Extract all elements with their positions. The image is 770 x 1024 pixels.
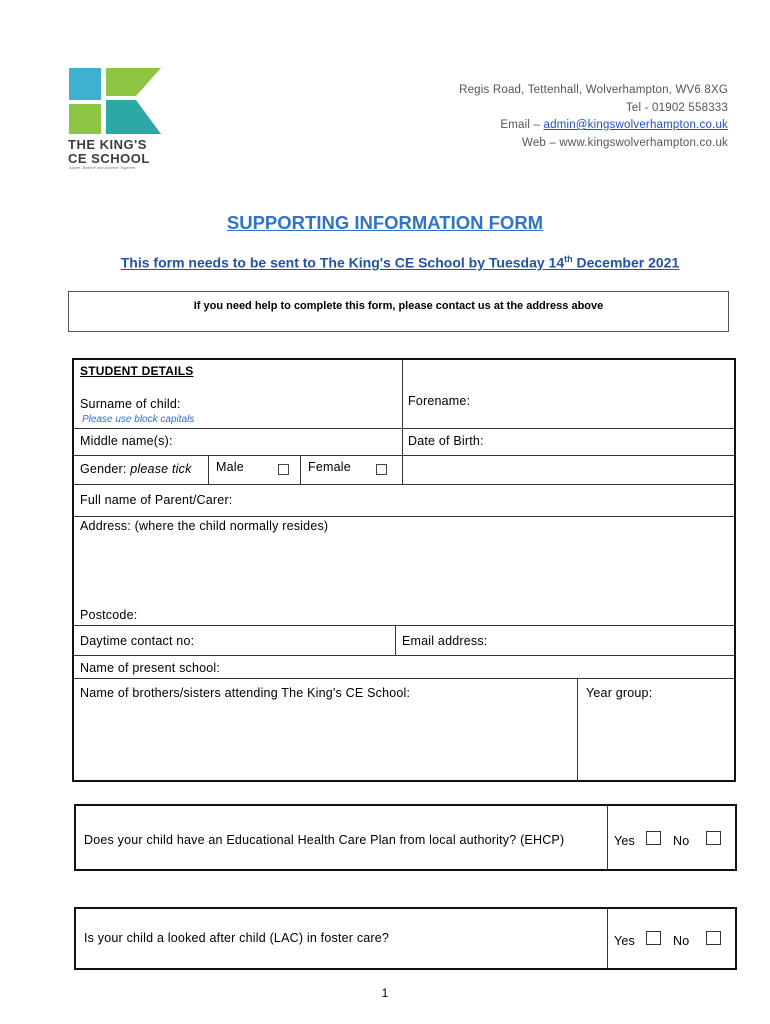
lac-yes-checkbox[interactable]	[646, 931, 661, 949]
daytime-contact-label: Daytime contact no:	[80, 634, 195, 648]
gender-label-text: Gender:	[80, 462, 127, 476]
deadline-text: This form needs to be sent to The King's CE School by Tuesday 14	[120, 254, 565, 271]
lac-question: Is your child a looked after child (LAC) in foster care?	[84, 931, 390, 945]
ehcp-yes-label: Yes	[614, 834, 635, 848]
ehcp-yes-checkbox[interactable]	[646, 831, 661, 849]
email-address-label: Email address:	[402, 634, 488, 648]
present-school-label: Name of present school:	[80, 661, 221, 675]
ehcp-no-checkbox[interactable]	[706, 831, 721, 849]
help-notice: If you need help to complete this form, please contact us at the address above	[68, 291, 729, 332]
lac-yes-label: Yes	[614, 934, 635, 948]
form-deadline	[0, 254, 770, 271]
web-line: Web – www.kingswolverhampton.co.uk	[521, 136, 728, 149]
deadline-sup: th	[564, 254, 573, 264]
logo-text-line1: THE KING'S	[68, 137, 147, 152]
gender-label	[80, 462, 192, 476]
deadline-date: December 2021	[572, 254, 680, 271]
logo-text-line2: CE SCHOOL	[68, 151, 150, 166]
lac-no-label: No	[673, 934, 690, 948]
email-line	[459, 117, 728, 135]
postcode-label: Postcode:	[80, 608, 138, 622]
male-checkbox[interactable]	[278, 461, 289, 479]
forename-label: Forename:	[408, 394, 471, 408]
lac-no-checkbox[interactable]	[706, 931, 721, 949]
siblings-label: Name of brothers/sisters attending The King's CE School:	[80, 686, 411, 700]
female-label: Female	[308, 460, 351, 474]
email-link[interactable]: admin@kingswolverhampton.co.uk	[543, 119, 728, 131]
year-group-label: Year group:	[586, 686, 653, 700]
logo-mark-icon	[66, 66, 170, 138]
dob-label: Date of Birth:	[408, 434, 484, 448]
page-number: 1	[381, 986, 389, 1000]
male-label: Male	[216, 460, 244, 474]
surname-label: Surname of child:	[80, 397, 181, 411]
ehcp-question: Does your child have an Educational Health Care Plan from local authority? (EHCP)	[84, 833, 565, 847]
address-label: Address: (where the child normally resides)	[80, 519, 329, 533]
female-checkbox[interactable]	[376, 461, 387, 479]
telephone: Tel - 01902 558333	[625, 101, 728, 114]
ehcp-no-label: No	[673, 834, 690, 848]
contact-block	[459, 82, 728, 152]
female-option	[308, 460, 351, 474]
student-details-heading: STUDENT DETAILS	[80, 364, 194, 378]
middle-name-label: Middle name(s):	[80, 434, 173, 448]
school-logo	[66, 66, 170, 170]
ehcp-question-box	[74, 804, 737, 871]
gender-tick-note: please tick	[130, 462, 192, 476]
lac-question-box	[74, 907, 737, 970]
form-title: SUPPORTING INFORMATION FORM	[226, 212, 544, 233]
male-option	[216, 460, 244, 474]
student-details-table	[72, 358, 736, 782]
logo-motto: Aspire, Believe and Achieve Together	[69, 165, 136, 170]
email-prefix: Email –	[500, 119, 544, 131]
address-line: Regis Road, Tettenhall, Wolverhampton, WV6 8XG	[459, 84, 728, 96]
block-capitals-note: Please use block capitals	[82, 414, 195, 425]
parent-name-label: Full name of Parent/Carer:	[80, 493, 233, 507]
